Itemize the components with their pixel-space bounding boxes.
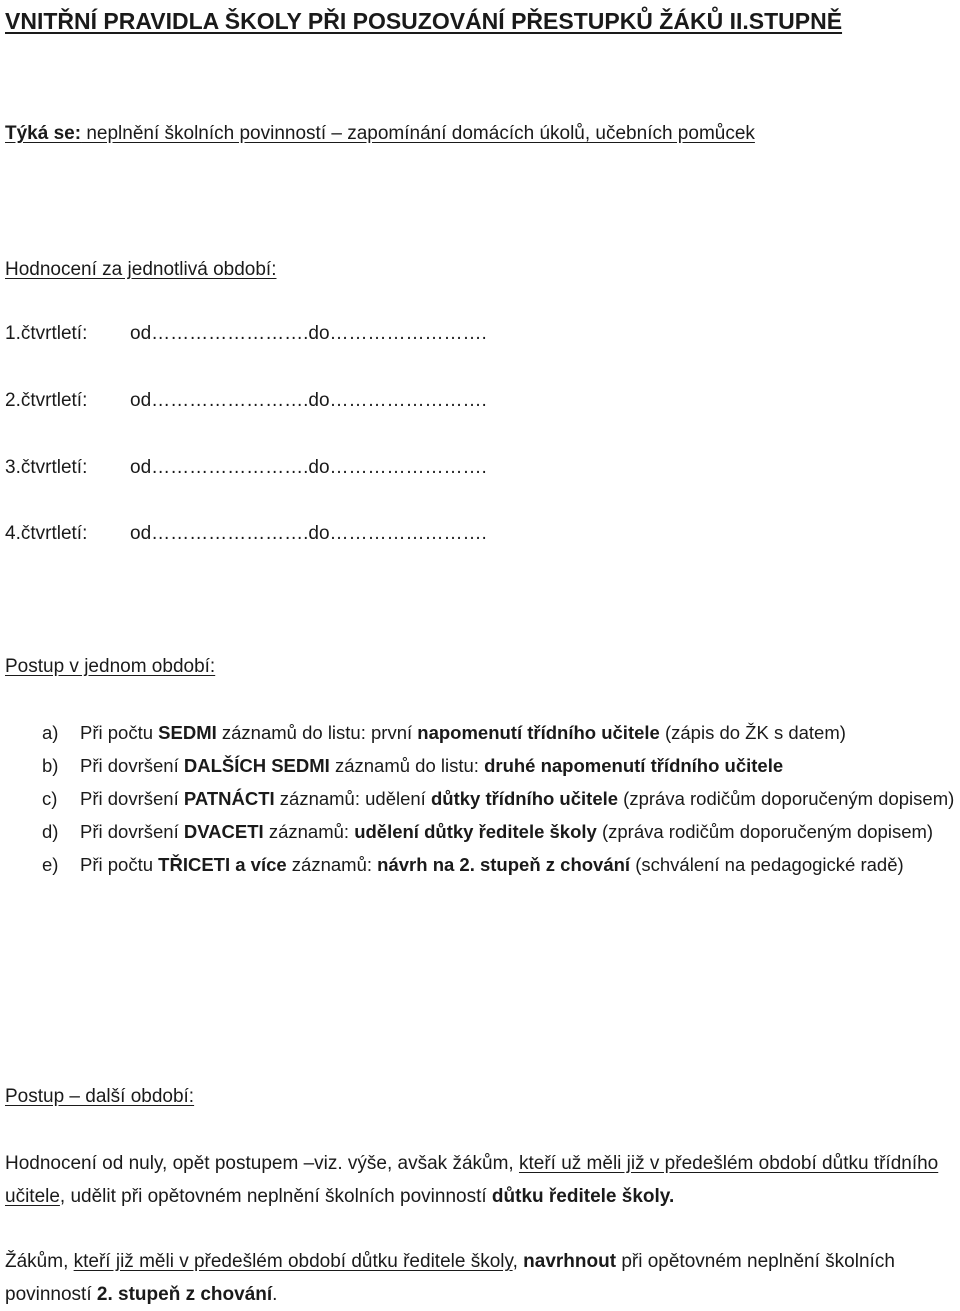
item-bold: TŘICETI a více: [158, 854, 287, 875]
concerns-label: Týká se:: [5, 123, 82, 144]
period-label: 1.čtvrtletí:: [5, 323, 88, 344]
period-row: [5, 322, 487, 346]
item-text: záznamů do listu:: [329, 755, 485, 776]
item-bold: návrh na 2. stupeň z chování: [377, 854, 631, 875]
concerns-line: [5, 122, 755, 146]
item-bold: udělení důtky ředitele školy: [354, 821, 597, 842]
item-bold: SEDMI: [158, 722, 217, 743]
concerns-text: neplnění školních povinností – zapomínání domácích úkolů, učebních pomůcek: [81, 123, 755, 144]
period-label: 2.čtvrtletí:: [5, 390, 88, 411]
item-text: záznamů:: [263, 821, 355, 842]
list-marker: e): [42, 854, 59, 875]
item-text: Při počtu: [80, 722, 159, 743]
item-bold: PATNÁCTI: [183, 788, 275, 809]
item-text: (zpráva rodičům doporučeným dopisem): [618, 788, 955, 809]
item-bold: DALŠÍCH SEDMI: [183, 755, 330, 776]
period-row: [5, 456, 487, 480]
item-text: Při dovršení: [80, 788, 184, 809]
item-text: záznamů do listu: první: [216, 722, 418, 743]
paragraph-underlined: kteří už měli již v předešlém období důtku třídního učitele: [5, 1153, 939, 1207]
period-row: [5, 522, 487, 546]
next-paragraph-1: [5, 1147, 955, 1213]
period-label: 4.čtvrtletí:: [5, 523, 88, 544]
item-text: záznamů: udělení: [274, 788, 431, 809]
period-range: od…………………….do…………………….: [130, 323, 487, 344]
next-period-heading: Postup – další období:: [5, 1086, 195, 1107]
list-marker: c): [42, 788, 58, 809]
item-bold: DVACETI: [183, 821, 264, 842]
item-bold: důtky třídního učitele: [430, 788, 619, 809]
paragraph-text: , udělit při opětovném neplnění školních povinností: [59, 1186, 492, 1207]
item-text: (zpráva rodičům doporučeným dopisem): [596, 821, 934, 842]
item-text: (zápis do ŽK s datem): [659, 722, 846, 743]
period-row: [5, 389, 487, 413]
page-title: VNITŘNÍ PRAVIDLA ŠKOLY PŘI POSUZOVÁNÍ PŘESTUPKŮ ŽÁKŮ II.STUPNĚ: [5, 8, 843, 34]
period-range: od…………………….do…………………….: [130, 457, 487, 478]
list-marker: a): [42, 722, 59, 743]
paragraph-bold: navrhnout: [523, 1251, 617, 1272]
list-item: [5, 848, 960, 881]
paragraph-bold: důtku ředitele školy.: [491, 1186, 675, 1207]
item-text: Při počtu: [80, 854, 159, 875]
paragraph-text: Hodnocení od nuly, opět postupem –viz. výše, avšak žákům,: [5, 1153, 519, 1174]
list-item: [5, 815, 960, 848]
item-bold: druhé napomenutí třídního učitele: [484, 755, 784, 776]
item-text: (schválení na pedagogické radě): [630, 854, 904, 875]
paragraph-bold: 2. stupeň z chování: [96, 1284, 273, 1305]
item-text: Při dovršení: [80, 755, 184, 776]
period-range: od…………………….do…………………….: [130, 523, 487, 544]
list-item: [5, 716, 960, 749]
paragraph-underlined: kteří již měli v předešlém období důtku ředitele školy: [73, 1251, 513, 1272]
period-range: od…………………….do…………………….: [130, 390, 487, 411]
list-marker: b): [42, 755, 59, 776]
paragraph-text: při opětovném neplnění školních povinností: [5, 1251, 895, 1305]
list-marker: d): [42, 821, 59, 842]
paragraph-text: ,: [512, 1251, 524, 1272]
list-item: [5, 782, 960, 815]
item-text: Při dovršení: [80, 821, 184, 842]
next-paragraph-2: [5, 1245, 955, 1311]
period-label: 3.čtvrtletí:: [5, 457, 88, 478]
item-text: záznamů:: [286, 854, 378, 875]
paragraph-text: .: [272, 1284, 278, 1305]
item-bold: napomenutí třídního učitele: [417, 722, 660, 743]
list-item: [5, 749, 960, 782]
paragraph-text: Žákům,: [5, 1251, 74, 1272]
periods-heading: Hodnocení za jednotlivá období:: [5, 259, 277, 280]
procedure-list: [5, 716, 960, 881]
procedure-heading: Postup v jednom období:: [5, 656, 216, 677]
